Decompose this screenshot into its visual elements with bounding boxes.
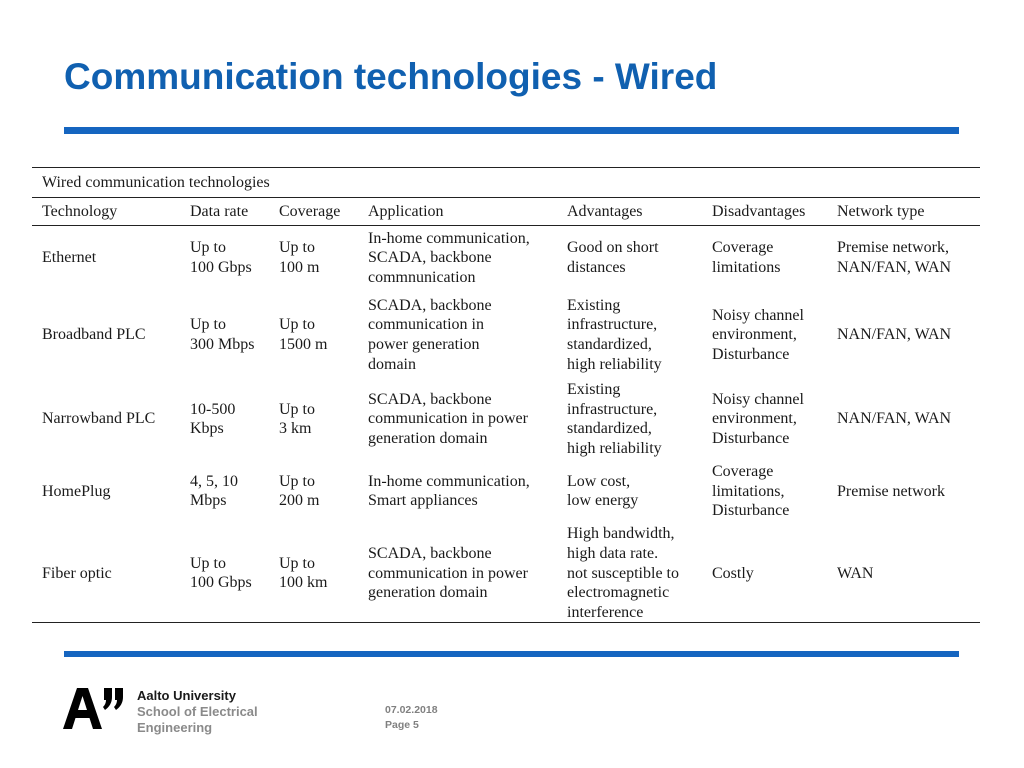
header-application: Application <box>358 198 557 226</box>
cell-network-type: NAN/FAN, WAN <box>837 410 952 428</box>
cell-network-type: NAN/FAN, WAN <box>837 326 952 344</box>
cell-network-type: Premise network <box>837 482 945 500</box>
cell-data-rate: Up to 100 Gbps <box>180 524 269 622</box>
table-caption: Wired communication technologies <box>32 168 980 198</box>
cell-technology: HomePlug <box>42 482 111 500</box>
cell-advantages: Existing infrastructure, standardized, high reliability <box>567 296 662 373</box>
cell-advantages: High bandwidth, high data rate. not susceptible to electromagnetic interference <box>557 524 702 622</box>
cell-coverage: Up to 100 km <box>269 524 358 622</box>
cell-disadvantages: Coverage limitations <box>712 239 781 276</box>
bottom-accent-rule <box>64 651 959 657</box>
cell-network-type: Premise network, NAN/FAN, WAN <box>837 239 952 276</box>
table-header-row <box>32 198 980 226</box>
cell-application: In-home communication, SCADA, backbone commnunication <box>368 229 530 286</box>
cell-advantages: Existing infrastructure, standardized, high reliability <box>567 381 662 457</box>
header-network-type: Network type <box>827 198 980 226</box>
header-disadvantages: Disadvantages <box>702 198 827 226</box>
cell-data-rate: 4, 5, 10 Mbps <box>190 472 238 510</box>
cell-coverage: Up to 200 m <box>279 472 320 510</box>
cell-coverage: Up to 100 m <box>279 239 320 276</box>
header-data-rate: Data rate <box>180 198 269 226</box>
cell-technology: Ethernet <box>42 249 97 267</box>
cell-data-rate: Up to 100 Gbps <box>190 239 252 276</box>
wired-tech-table-container <box>32 167 980 623</box>
cell-application: In-home communication, Smart appliances <box>368 472 530 510</box>
cell-disadvantages: Coverage limitations, Disturbance <box>712 462 790 520</box>
school-line-2: Engineering <box>137 720 213 735</box>
cell-application: SCADA, backbone communication in power generation domain <box>368 296 492 373</box>
cell-network-type: WAN <box>827 524 980 622</box>
header-coverage: Coverage <box>269 198 358 226</box>
cell-disadvantages: Costly <box>702 524 827 622</box>
cell-data-rate: 10-500 Kbps <box>190 400 236 438</box>
cell-coverage: Up to 1500 m <box>279 316 328 353</box>
table-row <box>32 458 980 524</box>
wired-tech-table <box>32 167 980 623</box>
cell-application: SCADA, backbone communication in power generation domain <box>358 524 557 622</box>
university-block <box>137 688 258 736</box>
cell-advantages: Low cost, low energy <box>567 472 639 510</box>
table-row <box>32 524 980 622</box>
aalto-logo <box>63 688 125 737</box>
cell-technology: Broadband PLC <box>42 326 146 344</box>
cell-advantages: Good on short distances <box>567 239 659 276</box>
header-technology: Technology <box>32 198 180 226</box>
cell-disadvantages: Noisy channel environment, Disturbance <box>712 390 804 447</box>
cell-disadvantages: Noisy channel environment, Disturbance <box>712 306 804 363</box>
cell-application: SCADA, backbone communication in power generation domain <box>368 390 528 447</box>
slide-meta <box>385 703 438 733</box>
slide-title: Communication technologies - Wired <box>64 56 718 97</box>
university-name: Aalto University <box>137 688 236 703</box>
cell-data-rate: Up to 300 Mbps <box>190 316 255 353</box>
school-line-1: School of Electrical <box>137 704 258 719</box>
slide-page-number: Page 5 <box>385 719 419 731</box>
table-caption-row <box>32 168 980 198</box>
table-row <box>32 290 980 380</box>
table-row <box>32 380 980 458</box>
cell-technology: Fiber optic <box>32 524 180 622</box>
cell-technology: Narrowband PLC <box>42 410 156 428</box>
header-advantages: Advantages <box>557 198 702 226</box>
cell-coverage: Up to 3 km <box>279 400 315 438</box>
slide-date: 07.02.2018 <box>385 704 438 716</box>
table-row <box>32 226 980 291</box>
aalto-a-logo-icon <box>63 688 125 732</box>
top-accent-rule <box>64 127 959 134</box>
